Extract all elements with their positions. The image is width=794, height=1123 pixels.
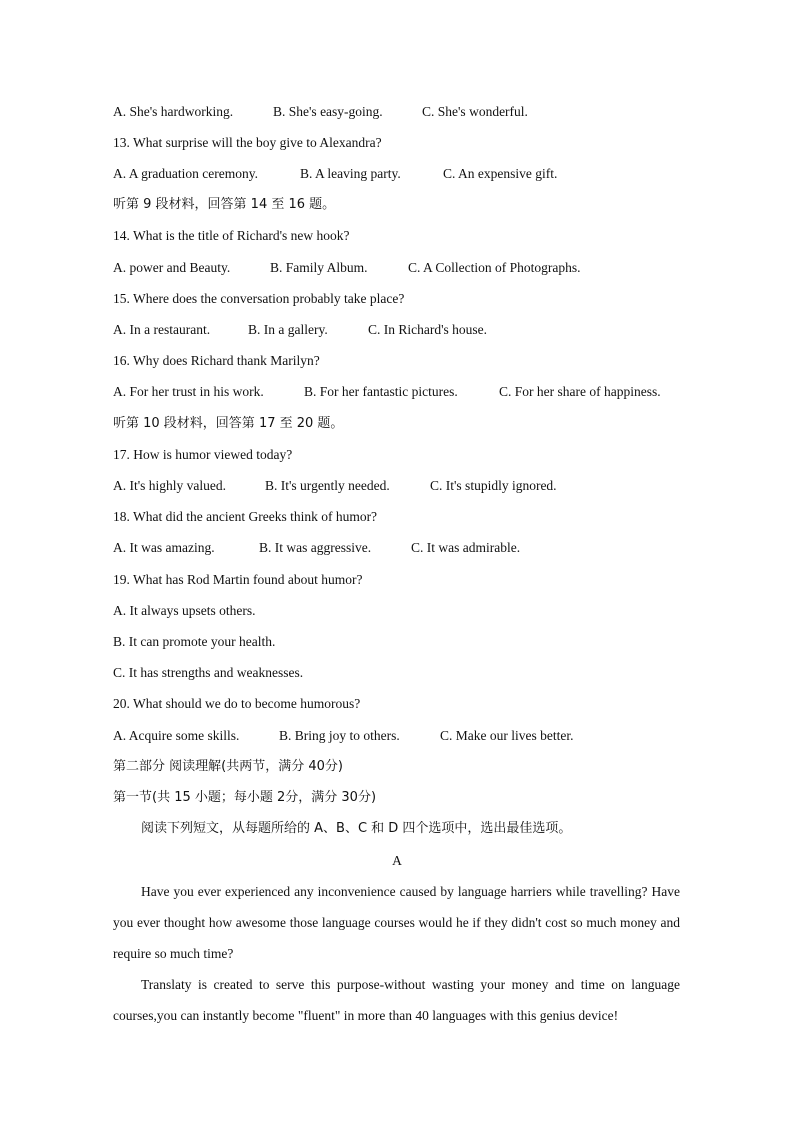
q13-option-c: C. An expensive gift. <box>443 166 558 181</box>
q17-option-a: A. It's highly valued. <box>113 478 227 493</box>
q13-question: 13. What surprise will the boy give to Alexandra? <box>113 135 382 150</box>
q19-option-b: B. It can promote your health. <box>113 634 276 649</box>
q16-option-a: A. For her trust in his work. <box>113 384 264 399</box>
q19-option-c: C. It has strengths and weaknesses. <box>113 665 304 680</box>
q14-question: 14. What is the title of Richard's new hook? <box>113 228 350 243</box>
q17-option-c: C. It's stupidly ignored. <box>430 478 557 493</box>
q20-option-c: C. Make our lives better. <box>440 728 574 743</box>
q15-option-a: A. In a restaurant. <box>113 322 211 337</box>
q14-option-a: A. power and Beauty. <box>113 260 231 275</box>
section9-instruction: 听第 9 段材料，回答第 14 至 16 题。 <box>113 197 336 212</box>
q19-option-a: A. It always upsets others. <box>113 603 256 618</box>
section1-heading: 第一节(共 15 小题；每小题 2分，满分 30分) <box>113 790 377 805</box>
section10-instruction: 听第 10 段材料，回答第 17 至 20 题。 <box>113 416 344 431</box>
q13-option-a: A. A graduation ceremony. <box>113 166 258 181</box>
q12-option-c: C. She's wonderful. <box>422 104 528 119</box>
passage-paragraph-1: Have you ever experienced any inconvenience caused by language harriers while travelling? Have you ever thought how awesome those language courses would he if they didn't cost so much money and require so much time? <box>113 884 680 961</box>
q15-question: 15. Where does the conversation probably take place? <box>113 291 405 306</box>
q14-option-b: B. Family Album. <box>270 260 368 275</box>
passage-paragraph-2: Translaty is created to serve this purpose-without wasting your money and time on language courses,you can instantly become "fluent" in more than 40 languages with this genius device! <box>113 977 680 1023</box>
q18-question: 18. What did the ancient Greeks think of humor? <box>113 509 378 524</box>
q18-options <box>113 539 520 557</box>
q15-options <box>113 321 487 339</box>
q12-option-b: B. She's easy-going. <box>273 104 383 119</box>
q20-question: 20. What should we do to become humorous? <box>113 696 361 711</box>
q18-option-c: C. It was admirable. <box>411 540 521 555</box>
q18-option-a: A. It was amazing. <box>113 540 215 555</box>
q20-option-b: B. Bring joy to others. <box>279 728 400 743</box>
passage-letter: A <box>392 853 402 868</box>
q17-option-b: B. It's urgently needed. <box>265 478 390 493</box>
q12-option-a: A. She's hardworking. <box>113 104 234 119</box>
q15-option-c: C. In Richard's house. <box>368 322 488 337</box>
q17-options <box>113 477 557 495</box>
reading-instruction: 阅读下列短文，从每题所给的 A、B、C 和 D 四个选项中，选出最佳选项。 <box>141 821 572 836</box>
q18-option-b: B. It was aggressive. <box>259 540 372 555</box>
q17-question: 17. How is humor viewed today? <box>113 447 293 462</box>
q19-question: 19. What has Rod Martin found about humor? <box>113 572 363 587</box>
part2-heading: 第二部分 阅读理解(共两节，满分 40分) <box>113 759 343 774</box>
q16-option-b: B. For her fantastic pictures. <box>304 384 458 399</box>
q20-options <box>113 727 573 745</box>
q16-option-c: C. For her share of happiness. <box>499 384 661 399</box>
q13-option-b: B. A leaving party. <box>300 166 401 181</box>
q16-options <box>113 383 661 401</box>
q16-question: 16. Why does Richard thank Marilyn? <box>113 353 320 368</box>
q14-options <box>113 259 581 277</box>
q13-options <box>113 165 557 183</box>
q14-option-c: C. A Collection of Photographs. <box>408 260 581 275</box>
q15-option-b: B. In a gallery. <box>248 322 328 337</box>
q12-options <box>113 103 528 121</box>
q20-option-a: A. Acquire some skills. <box>113 728 240 743</box>
